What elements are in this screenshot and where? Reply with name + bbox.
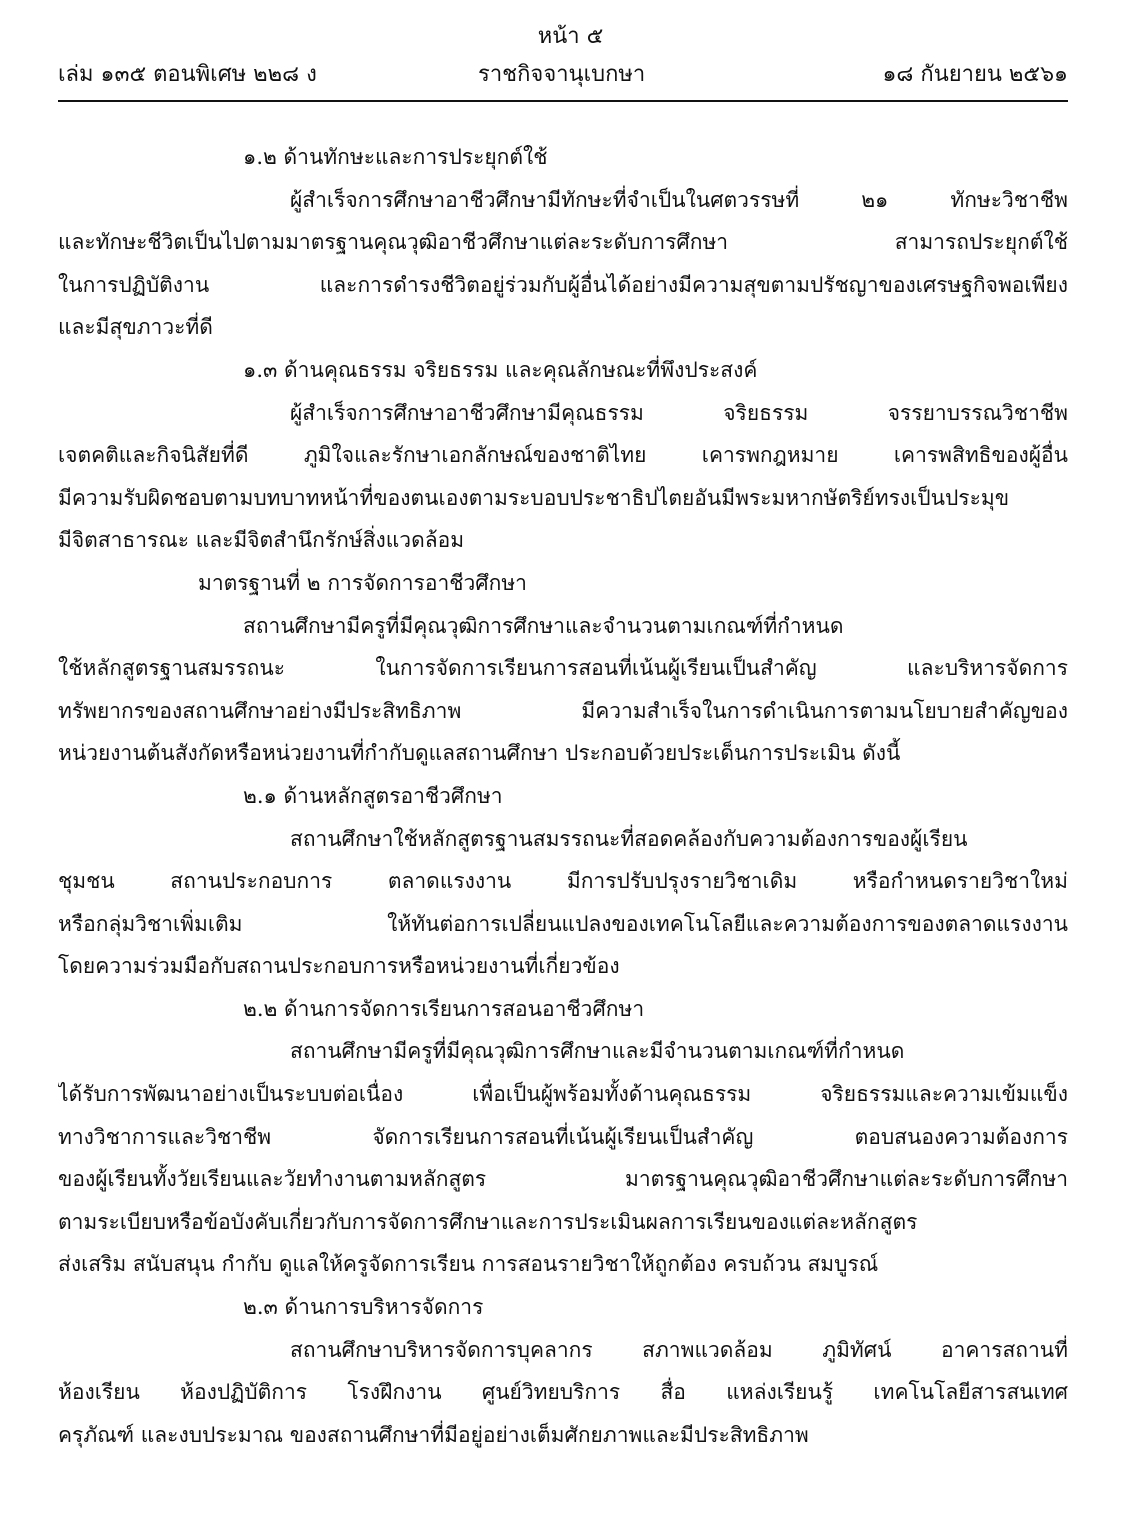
paragraph-line: ห้องเรียน ห้องปฏิบัติการ โรงฝึกงาน ศูนย์วิทยบริการ สื่อ แหล่งเรียนรู้ เทคโนโลยีสารสนเทศ [58,1380,1068,1405]
paragraph-line: ชุมชน สถานประกอบการ ตลาดแรงงาน มีการปรับปรุงรายวิชาเดิม หรือกำหนดรายวิชาใหม่ [58,869,1068,894]
section-heading-2-2: ๒.๒ ด้านการจัดการเรียนการสอนอาชีวศึกษา [243,996,645,1021]
volume-issue: เล่ม ๑๓๕ ตอนพิเศษ ๒๒๘ ง [58,62,317,87]
paragraph-line: สถานศึกษาใช้หลักสูตรฐานสมรรถนะที่สอดคล้องกับความต้องการของผู้เรียน [290,826,968,851]
paragraph-line: ของผู้เรียนทั้งวัยเรียนและวัยทำงานตามหลักสูตร มาตรฐานคุณวุฒิอาชีวศึกษาแต่ละระดับการศึกษา [58,1167,1068,1192]
paragraph-line: มีจิตสาธารณะ และมีจิตสำนึกรักษ์สิ่งแวดล้อม [58,528,465,553]
page-number: หน้า ๕ [537,24,604,49]
paragraph-line: ในการปฏิบัติงาน และการดำรงชีวิตอยู่ร่วมกับผู้อื่นได้อย่างมีความสุขตามปรัชญาของเศรษฐกิจพอเพียง [58,272,1068,297]
paragraph-line: โดยความร่วมมือกับสถานประกอบการหรือหน่วยงานที่เกี่ยวข้อง [58,954,620,979]
gazette-header [58,58,1068,98]
standard-heading-2: มาตรฐานที่ ๒ การจัดการอาชีวศึกษา [198,570,527,595]
paragraph-line: และมีสุขภาวะที่ดี [58,315,213,340]
paragraph-line: และทักษะชีวิตเป็นไปตามมาตรฐานคุณวุฒิอาชีวศึกษาแต่ละระดับการศึกษา สามารถประยุกต์ใช้ [58,230,1068,255]
paragraph-line: สถานศึกษาบริหารจัดการบุคลากร สภาพแวดล้อม ภูมิทัศน์ อาคารสถานที่ [290,1337,1068,1362]
paragraph-line: ผู้สำเร็จการศึกษาอาชีวศึกษามีทักษะที่จำเป็นในศตวรรษที่ ๒๑ ทักษะวิชาชีพ [290,187,1068,212]
paragraph-line: ส่งเสริม สนับสนุน กำกับ ดูแลให้ครูจัดการเรียน การสอนรายวิชาให้ถูกต้อง ครบถ้วน สมบูรณ์ [58,1252,879,1277]
publication-title: ราชกิจจานุเบกษา [478,62,646,87]
paragraph-line: ตามระเบียบหรือข้อบังคับเกี่ยวกับการจัดการศึกษาและการประเมินผลการเรียนของแต่ละหลักสูตร [58,1209,918,1234]
paragraph-line: มีความรับผิดชอบตามบทบาทหน้าที่ของตนเองตามระบอบประชาธิปไตยอันมีพระมหากษัตริย์ทรงเป็นประมุข [58,485,1010,510]
paragraph-line: หรือกลุ่มวิชาเพิ่มเติม ให้ทันต่อการเปลี่ยนแปลงของเทคโนโลยีและความต้องการของตลาดแรงงาน [58,911,1068,936]
paragraph-line: ผู้สำเร็จการศึกษาอาชีวศึกษามีคุณธรรม จริยธรรม จรรยาบรรณวิชาชีพ [290,400,1068,425]
paragraph-line: สถานศึกษามีครูที่มีคุณวุฒิการศึกษาและมีจำนวนตามเกณฑ์ที่กำหนด [290,1039,905,1064]
section-heading-1-2: ๑.๒ ด้านทักษะและการประยุกต์ใช้ [243,145,548,169]
paragraph-line: เจตคติและกิจนิสัยที่ดี ภูมิใจและรักษาเอกลักษณ์ของชาติไทย เคารพกฎหมาย เคารพสิทธิของผู้อื่น [58,443,1068,468]
publication-date: ๑๘ กันยายน ๒๕๖๑ [882,62,1068,87]
paragraph-line: ครุภัณฑ์ และงบประมาณ ของสถานศึกษาที่มีอยู่อย่างเต็มศักยภาพและมีประสิทธิภาพ [58,1422,809,1447]
section-heading-2-1: ๒.๑ ด้านหลักสูตรอาชีวศึกษา [243,783,503,808]
paragraph-line: ทางวิชาการและวิชาชีพ จัดการเรียนการสอนที่เน้นผู้เรียนเป็นสำคัญ ตอบสนองความต้องการ [58,1124,1068,1149]
section-heading-2-3: ๒.๓ ด้านการบริหารจัดการ [243,1295,484,1320]
paragraph-line: หน่วยงานต้นสังกัดหรือหน่วยงานที่กำกับดูแลสถานศึกษา ประกอบด้วยประเด็นการประเมิน ดังนี้ [58,741,901,766]
paragraph-line: ทรัพยากรของสถานศึกษาอย่างมีประสิทธิภาพ มีความสำเร็จในการดำเนินการตามนโยบายสำคัญของ [58,698,1068,723]
section-heading-1-3: ๑.๓ ด้านคุณธรรม จริยธรรม และคุณลักษณะที่พึงประสงค์ [243,357,758,382]
paragraph-line: ใช้หลักสูตรฐานสมรรถนะ ในการจัดการเรียนการสอนที่เน้นผู้เรียนเป็นสำคัญ และบริหารจัดการ [58,656,1068,681]
paragraph-line: ได้รับการพัฒนาอย่างเป็นระบบต่อเนื่อง เพื่อเป็นผู้พร้อมทั้งด้านคุณธรรม จริยธรรมและความเข้มแข็ง [58,1082,1068,1107]
header-divider [58,100,1068,102]
paragraph-line: สถานศึกษามีครูที่มีคุณวุฒิการศึกษาและจำนวนตามเกณฑ์ที่กำหนด [243,613,844,638]
document-body [58,136,1068,1456]
